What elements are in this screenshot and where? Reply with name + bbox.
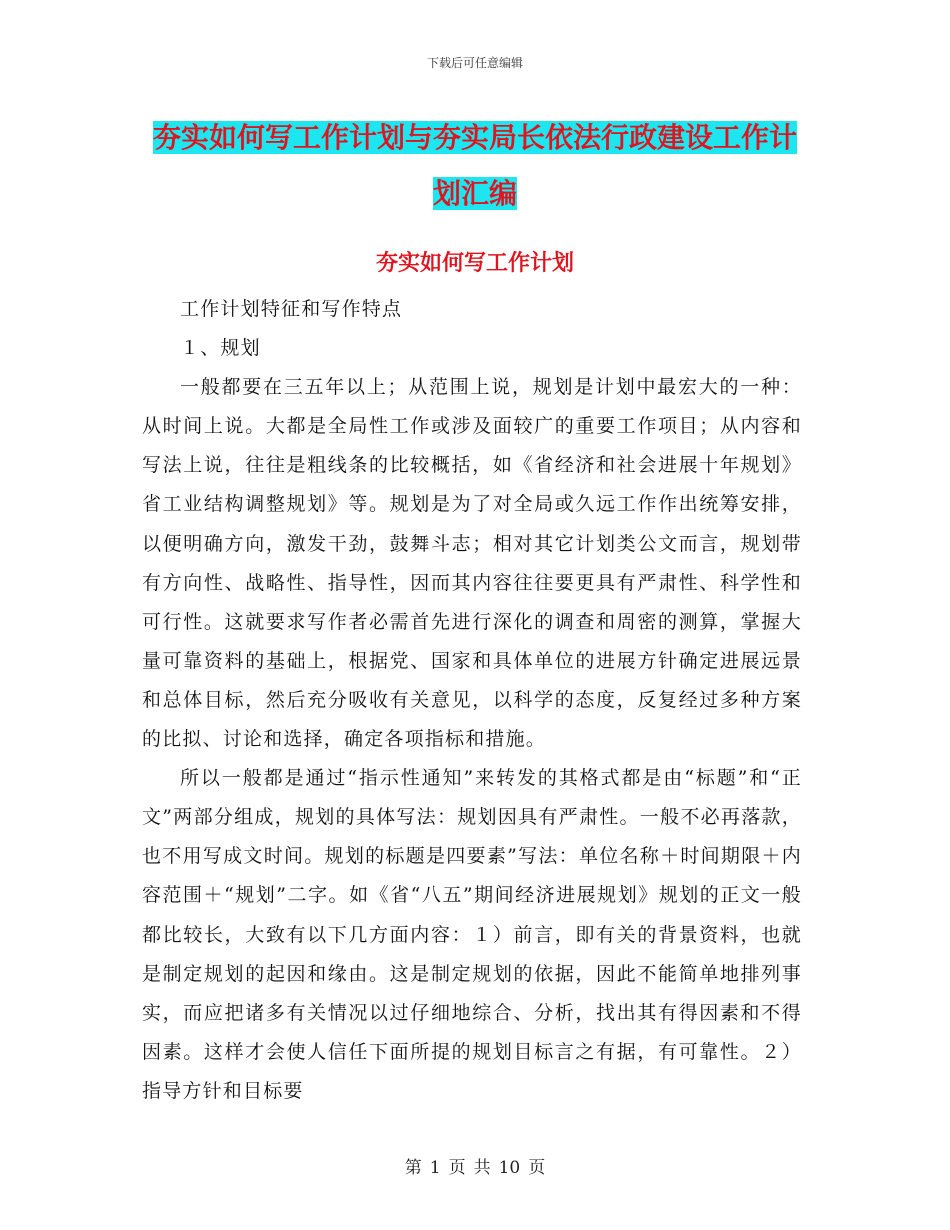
total-pages: 10 bbox=[498, 1158, 521, 1178]
footer-total-prefix: 共 bbox=[473, 1158, 491, 1178]
footer-total-unit: 页 bbox=[528, 1158, 546, 1178]
footer-prefix: 第 bbox=[404, 1158, 422, 1178]
footer-page-unit: 页 bbox=[448, 1158, 466, 1178]
page-number: 1 bbox=[429, 1158, 441, 1178]
title-line-1: 夯实如何写工作计划与夯实局长依法行政建设工作计 bbox=[152, 121, 797, 154]
paragraph: 所以一般都是通过“指示性通知”来转发的其格式都是由“标题”和“正文”两部分组成，规划的具体写法：规划因具有严肃性。一般不必再落款，也不用写成文时间。规划的标题是四要素”写法：单位名称＋时间期限＋内容范围＋“规划”二字。如《省“八五”期间经济进展规划》规划的正文一般都比较长，大致有以下几方面内容：１）前言，即有关的背景资料，也就是制定规划的起因和缘由。这是制定规划的依据，因此不能简单地排列事实，而应把诸多有关情况以过仔细地综合、分析，找出其有得因素和不得因素。这样才会使人信任下面所提的规划目标言之有据，有可靠性。２）指导方针和目标要 bbox=[142, 767, 802, 1102]
paragraph: 一般都要在三五年以上；从范围上说，规划是计划中最宏大的一种：从时间上说。大都是全局性工作或涉及面较广的重要工作项目；从内容和写法上说，往往是粗线条的比较概括，如《省经济和社会进展十年规划》省工业结构调整规划》等。规划是为了对全局或久远工作作出统筹安排，以便明确方向，激发干劲，鼓舞斗志；相对其它计划类公文而言，规划带有方向性、战略性、指导性，因而其内容往往要更具有严肃性、科学性和可行性。这就要求写作者必需首先进行深化的调查和周密的测算，掌握大量可靠资料的基础上，根据党、国家和具体单位的进展方针确定进展远景和总体目标，然后充分吸收有关意见，以科学的态度，反复经过多种方案的比拟、讨论和选择，确定各项指标和措施。 bbox=[142, 376, 802, 751]
page-footer bbox=[0, 1153, 950, 1178]
paragraph-item-heading: １、规划 bbox=[180, 337, 261, 360]
header-note: 下载后可任意编辑 bbox=[426, 56, 523, 70]
document-body bbox=[142, 290, 802, 1111]
title-line-2: 划汇编 bbox=[432, 177, 517, 210]
document-title bbox=[140, 110, 810, 222]
section-title: 夯实如何写工作计划 bbox=[375, 250, 574, 276]
paragraph-subheading: 工作计划特征和写作特点 bbox=[180, 298, 403, 320]
